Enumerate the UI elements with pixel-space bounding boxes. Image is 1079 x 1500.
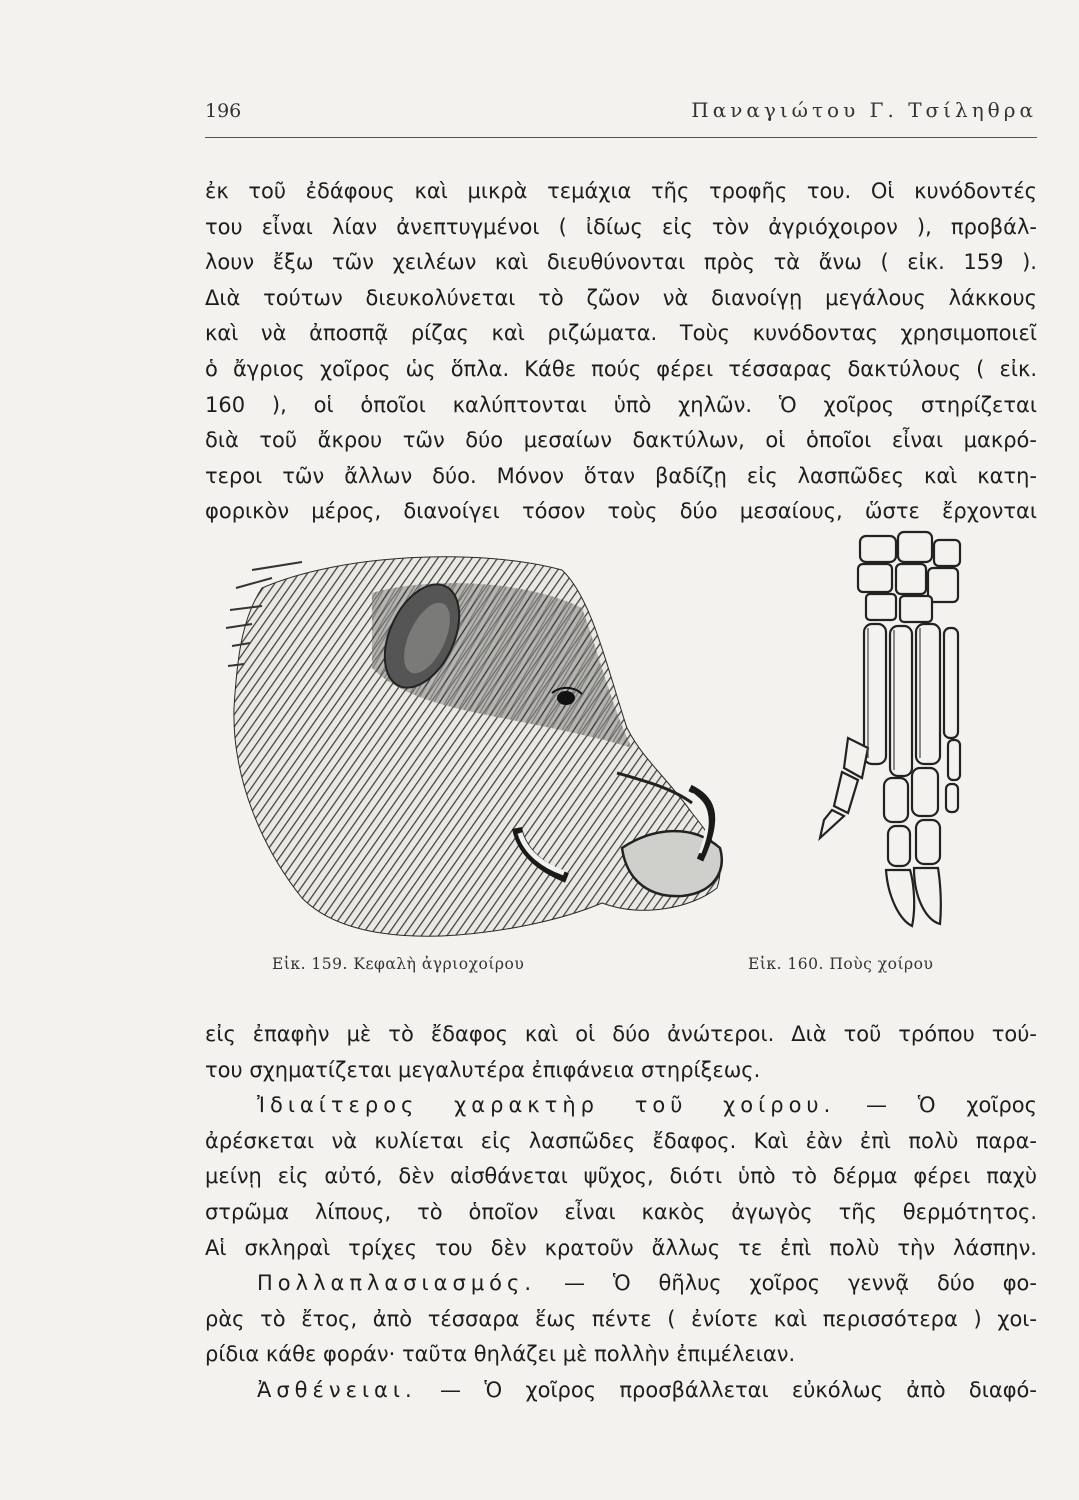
text-fragment: — Ὁ χοῖρος bbox=[866, 1093, 1037, 1118]
pig-foot-skeleton-illustration bbox=[808, 528, 966, 933]
section-heading: Ἀσθένειαι. bbox=[257, 1377, 417, 1402]
text-line: ἐκ τοῦ ἐδάφους καὶ μικρὰ τεμάχια τῆς τροφῆς του. Οἱ κυνόδοντές bbox=[205, 179, 1037, 203]
running-head: Παναγιώτου Γ. Τσίληθρα bbox=[691, 98, 1037, 122]
text-line: τεροι τῶν ἄλλων δύο. Μόνον ὅταν βαδίζῃ εἰς λασπῶδες καὶ κατη- bbox=[205, 463, 1037, 488]
text-line: φορικὸν μέρος, διανοίγει τόσον τοὺς δύο μεσαίους, ὥστε ἔρχονται bbox=[205, 499, 1037, 524]
section-heading: Ἰδιαίτερος χαρακτὴρ τοῦ χοίρου. bbox=[257, 1093, 836, 1118]
boar-head-illustration bbox=[222, 548, 742, 943]
figure-160-caption: Εἰκ. 160. Ποὺς χοίρου bbox=[748, 955, 934, 973]
page-header bbox=[205, 96, 1037, 130]
text-block-lower bbox=[205, 1017, 1037, 1409]
text-fragment: — Ὁ χοῖρος προσβάλλεται εὐκόλως ἀπὸ διαφό- bbox=[440, 1377, 1037, 1402]
text-line: Διὰ τούτων διευκολύνεται τὸ ζῶον νὰ διανοίγῃ μεγάλους λάκκους bbox=[205, 285, 1037, 310]
text-fragment: — Ὁ θῆλυς χοῖρος γεννᾷ δύο φο- bbox=[563, 1271, 1037, 1296]
paragraph-1 bbox=[205, 174, 1037, 530]
text-line: ἀρέσκεται νὰ κυλίεται εἰς λασπῶδες ἔδαφος. Καὶ ἐὰν ἐπὶ πολὺ παρα- bbox=[205, 1128, 1037, 1153]
section-heading: Πολλαπλασιασμός. bbox=[257, 1271, 537, 1296]
text-line: εἰς ἐπαφὴν μὲ τὸ ἔδαφος καὶ οἱ δύο ἀνώτεροι. Διὰ τοῦ τρόπου τού- bbox=[205, 1022, 1037, 1046]
text-line: 160 ), οἱ ὁποῖοι καλύπτονται ὑπὸ χηλῶν. Ὁ χοῖρος στηρίζεται bbox=[205, 392, 1037, 417]
section-heading-line bbox=[205, 1266, 1037, 1302]
text-line: καὶ νὰ ἀποσπᾷ ρίζας καὶ ριζώματα. Τοὺς κυνόδοντας χρησιμοποιεῖ bbox=[205, 321, 1037, 346]
section-heading-line bbox=[205, 1373, 1037, 1409]
section-heading-line bbox=[205, 1088, 1037, 1124]
text-line: ρὰς τὸ ἔτος, ἀπὸ τέσσαρα ἕως πέντε ( ἐνίοτε καὶ περισσότερα ) χοι- bbox=[205, 1306, 1037, 1331]
figure-159-caption: Εἰκ. 159. Κεφαλὴ ἀγριοχοίρου bbox=[272, 955, 525, 973]
text-line: του εἶναι λίαν ἀνεπτυγμένοι ( ἰδίως εἰς τὸν ἀγριόχοιρον ), προβάλ- bbox=[205, 214, 1037, 239]
text-line: στρῶμα λίπους, τὸ ὁποῖον εἶναι κακὸς ἀγωγὸς τῆς θερμότητος. bbox=[205, 1199, 1037, 1224]
text-line: Αἱ σκληραὶ τρίχες του δὲν κρατοῦν ἄλλως τε ἐπὶ πολὺ τὴν λάσπην. bbox=[205, 1235, 1037, 1260]
text-line: του σχηματίζεται μεγαλυτέρα ἐπιφάνεια στηρίξεως. bbox=[205, 1057, 761, 1082]
page-number: 196 bbox=[205, 100, 242, 122]
text-line: μείνῃ εἰς αὐτό, δὲν αἰσθάνεται ψῦχος, διότι ὑπὸ τὸ δέρμα φέρει παχὺ bbox=[205, 1164, 1037, 1189]
text-line: ρίδια κάθε φοράν· ταῦτα θηλάζει μὲ πολλὴν ἐπιμέλειαν. bbox=[205, 1342, 796, 1367]
text-line: διὰ τοῦ ἄκρου τῶν δύο μεσαίων δακτύλων, οἱ ὁποῖοι εἶναι μακρό- bbox=[205, 428, 1037, 453]
text-line: ὁ ἄγριος χοῖρος ὡς ὅπλα. Κάθε πούς φέρει τέσσαρας δακτύλους ( εἰκ. bbox=[205, 356, 1037, 381]
header-rule bbox=[205, 137, 1037, 138]
text-line: λουν ἔξω τῶν χειλέων καὶ διευθύνονται πρὸς τὰ ἄνω ( εἰκ. 159 ). bbox=[205, 250, 1037, 275]
